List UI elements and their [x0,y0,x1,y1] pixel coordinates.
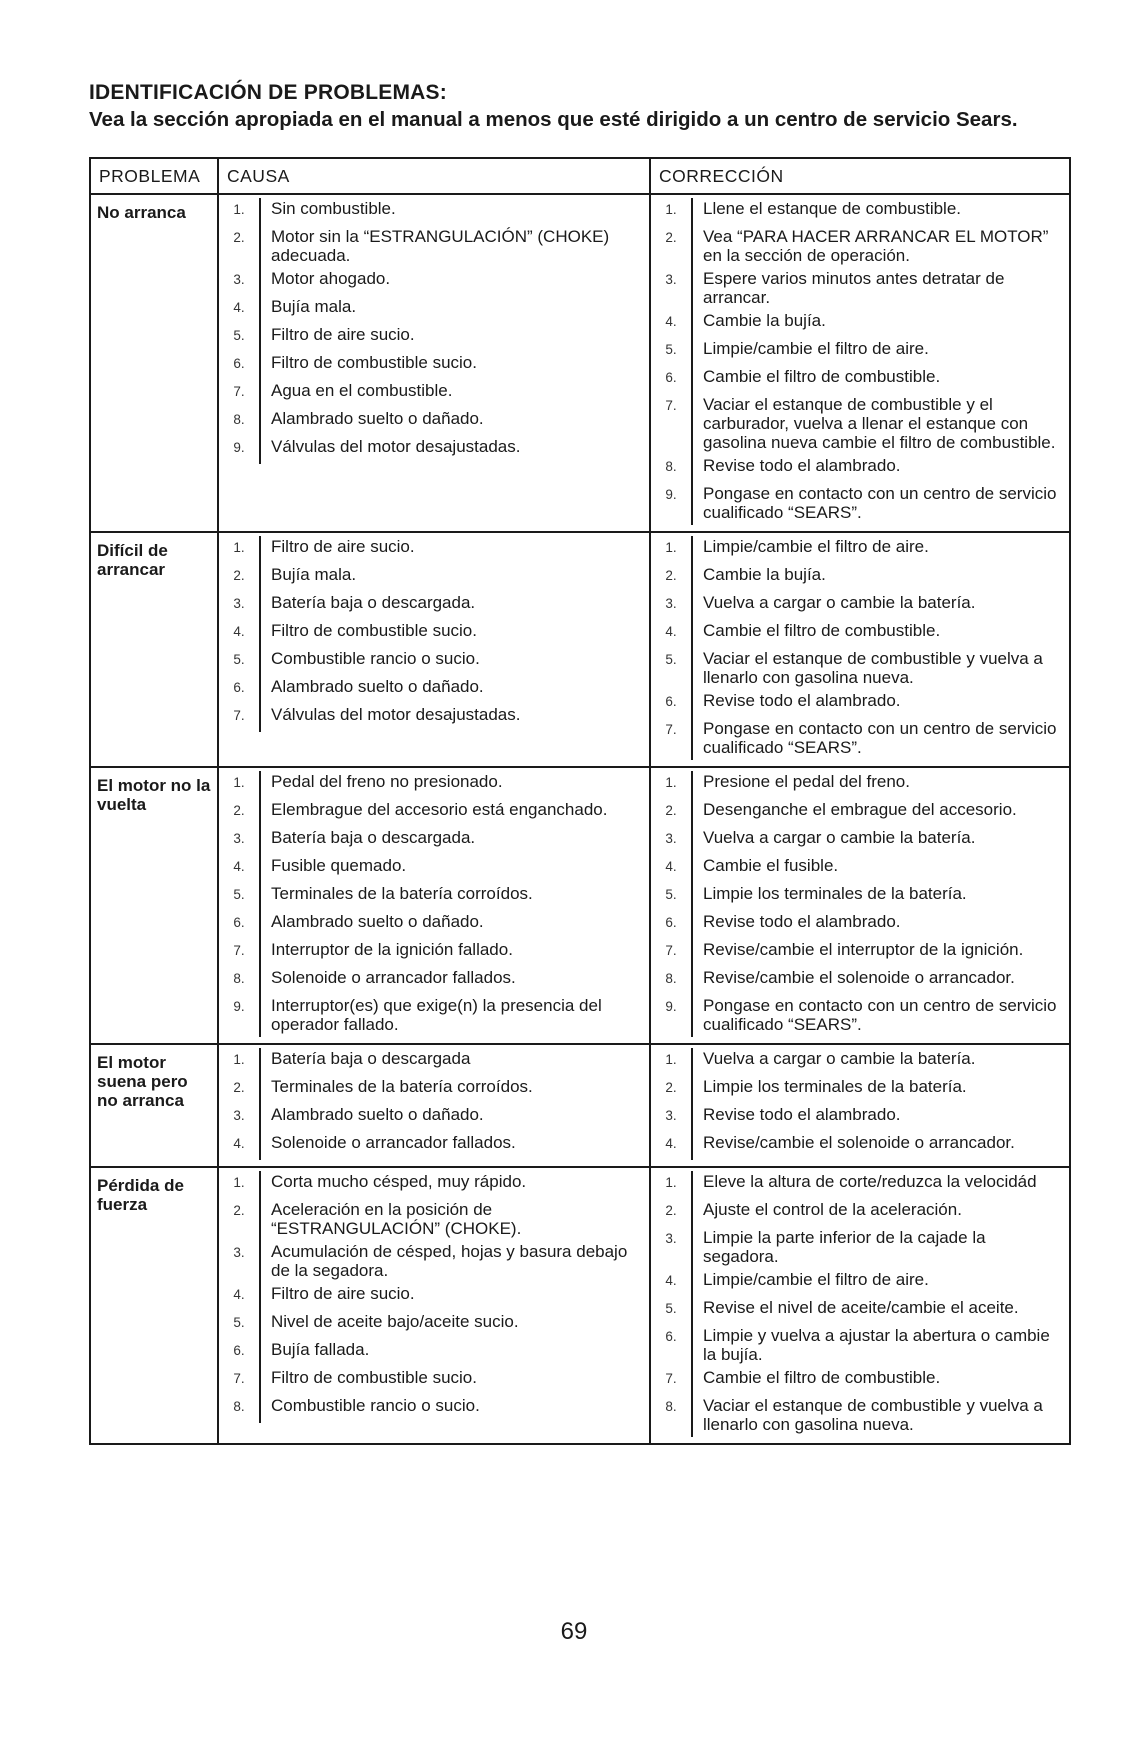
correction-list [651,1048,1069,1160]
item-text: Terminales de la batería corroídos. [271,884,533,903]
item-number: 1. [651,1171,692,1199]
item-number: 4. [651,1269,692,1297]
item-number: 9. [651,995,692,1037]
item-text: Llene el estanque de combustible. [703,199,962,218]
item-text: Solenoide o arrancador fallados. [271,968,516,987]
list-item [651,394,1069,455]
item-number: 7. [651,939,692,967]
item-text: Eleve la altura de corte/reduzca la velocidád [703,1172,1037,1191]
list-item [651,1104,1069,1132]
table-header-row [90,158,1070,194]
item-number: 4. [651,310,692,338]
list-item [651,799,1069,827]
list-item [219,1311,649,1339]
item-number: 4. [651,855,692,883]
list-item [651,1325,1069,1367]
item-text: Batería baja o descargada. [271,593,476,612]
item-text: Combustible rancio o sucio. [271,1396,480,1415]
list-item [651,771,1069,799]
list-item [219,911,649,939]
item-number: 3. [651,1227,692,1269]
cause-list [219,1171,649,1423]
item-number: 5. [219,648,260,676]
item-number: 7. [651,1367,692,1395]
list-item [219,1339,649,1367]
item-text: Pongase en contacto con un centro de servicio cualificado “SEARS”. [703,484,1057,522]
item-number: 3. [651,827,692,855]
list-item [219,592,649,620]
item-text: Fusible quemado. [271,856,407,875]
list-item [651,939,1069,967]
item-text: Alambrado suelto o dañado. [271,912,484,931]
item-number: 5. [651,648,692,690]
item-text: Agua en el combustible. [271,381,453,400]
item-text: Pongase en contacto con un centro de servicio cualificado “SEARS”. [703,996,1057,1034]
list-item [651,536,1069,564]
item-text: Filtro de combustible sucio. [271,353,477,372]
cause-cell [218,532,650,767]
list-item [651,1367,1069,1395]
item-text: Revise/cambie el solenoide o arrancador. [703,968,1015,987]
cause-list [219,198,649,464]
item-text: Bujía mala. [271,565,357,584]
list-item [219,855,649,883]
item-text: Bujía fallada. [271,1340,370,1359]
item-number: 3. [219,827,260,855]
item-number: 9. [219,436,260,464]
item-number: 2. [219,564,260,592]
item-text: Vaciar el estanque de combustible y vuelva a llenarlo con gasolina nueva. [703,1396,1043,1434]
list-item [651,1048,1069,1076]
item-number: 7. [219,939,260,967]
list-item [651,995,1069,1037]
cause-list [219,1048,649,1160]
item-text: Terminales de la batería corroídos. [271,1077,533,1096]
item-number: 4. [651,620,692,648]
list-item [219,296,649,324]
cause-cell [218,767,650,1044]
item-number: 6. [651,366,692,394]
item-number: 9. [219,995,260,1037]
item-number: 1. [219,1171,260,1199]
item-text: Cambie la bujía. [703,565,826,584]
correction-list [651,536,1069,760]
item-text: Vaciar el estanque de combustible y vuelva a llenarlo con gasolina nueva. [703,649,1043,687]
item-number: 1. [651,1048,692,1076]
item-text: Nivel de aceite bajo/aceite sucio. [271,1312,519,1331]
item-number: 3. [219,592,260,620]
cause-list [219,536,649,732]
item-number: 2. [219,799,260,827]
item-text: Motor ahogado. [271,269,391,288]
item-text: Desenganche el embrague del accesorio. [703,800,1017,819]
item-text: Filtro de combustible sucio. [271,621,477,640]
item-text: Alambrado suelto o dañado. [271,677,484,696]
item-text: Válvulas del motor desajustadas. [271,705,521,724]
item-number: 3. [651,1104,692,1132]
item-number: 8. [651,455,692,483]
item-text: Acumulación de césped, hojas y basura debajo de la segadora. [271,1242,628,1280]
table-row [90,1044,1070,1167]
item-number: 4. [219,620,260,648]
table-body [90,194,1070,1444]
list-item [651,338,1069,366]
problem-cell: Difícil de arrancar [90,532,218,767]
item-text: Revise/cambie el solenoide o arrancador. [703,1133,1015,1152]
list-item [651,1132,1069,1160]
item-text: Cambie la bujía. [703,311,826,330]
item-number: 6. [219,352,260,380]
item-text: Filtro de aire sucio. [271,1284,415,1303]
item-text: Limpie/cambie el filtro de aire. [703,537,929,556]
item-text: Cambie el filtro de combustible. [703,367,941,386]
item-number: 3. [651,592,692,620]
list-item [219,799,649,827]
item-text: Revise todo el alambrado. [703,1105,901,1124]
item-number: 6. [651,690,692,718]
list-item [651,483,1069,525]
item-number: 1. [219,1048,260,1076]
cause-list [219,771,649,1037]
list-item [219,408,649,436]
list-item [219,995,649,1037]
item-text: Vaciar el estanque de combustible y el carburador, vuelva a llenar el estanque con gasolina nueva cambie el filtro de combustible. [703,395,1056,452]
item-number: 8. [219,408,260,436]
list-item [219,648,649,676]
page-heading [89,79,1089,133]
item-number: 8. [651,1395,692,1437]
item-text: Limpie/cambie el filtro de aire. [703,1270,929,1289]
item-text: Limpie los terminales de la batería. [703,884,967,903]
item-text: Corta mucho césped, muy rápido. [271,1172,527,1191]
item-number: 7. [651,718,692,760]
item-number: 1. [219,198,260,226]
list-item [219,827,649,855]
correction-cell [650,1044,1070,1167]
item-number: 5. [219,324,260,352]
cause-cell [218,194,650,532]
correction-list [651,771,1069,1037]
list-item [219,268,649,296]
problem-cell: El motor no la vuelta [90,767,218,1044]
item-text: Limpie los terminales de la batería. [703,1077,967,1096]
list-item [651,1199,1069,1227]
list-item [219,1395,649,1423]
item-number: 9. [651,483,692,525]
item-number: 2. [651,1199,692,1227]
list-item [651,1297,1069,1325]
list-item [651,268,1069,310]
correction-list [651,1171,1069,1437]
item-number: 2. [651,799,692,827]
item-text: Pongase en contacto con un centro de servicio cualificado “SEARS”. [703,719,1057,757]
list-item [651,1171,1069,1199]
list-item [651,827,1069,855]
troubleshooting-table [89,157,1071,1445]
table-row [90,1167,1070,1444]
list-item [651,1395,1069,1437]
header-cause: CAUSA [218,158,650,194]
list-item [651,911,1069,939]
item-number: 3. [219,1241,260,1283]
item-number: 1. [219,536,260,564]
table-row [90,194,1070,532]
item-text: Pedal del freno no presionado. [271,772,503,791]
list-item [651,310,1069,338]
list-item [219,324,649,352]
list-item [219,1048,649,1076]
item-number: 3. [219,1104,260,1132]
item-number: 1. [651,536,692,564]
list-item [651,855,1069,883]
list-item [651,620,1069,648]
item-number: 4. [651,1132,692,1160]
item-number: 1. [651,771,692,799]
item-number: 5. [219,883,260,911]
table-row [90,532,1070,767]
item-text: Presione el pedal del freno. [703,772,910,791]
list-item [219,380,649,408]
item-number: 3. [651,268,692,310]
item-number: 4. [219,1132,260,1160]
cause-cell [218,1044,650,1167]
list-item [219,967,649,995]
list-item [651,226,1069,268]
item-number: 2. [219,1076,260,1104]
list-item [651,718,1069,760]
list-item [651,967,1069,995]
list-item [651,883,1069,911]
page-title: IDENTIFICACIÓN DE PROBLEMAS: [89,81,447,104]
list-item [219,352,649,380]
list-item [651,690,1069,718]
item-text: Combustible rancio o sucio. [271,649,480,668]
item-text: Ajuste el control de la aceleración. [703,1200,962,1219]
list-item [651,592,1069,620]
list-item [219,1367,649,1395]
item-text: Válvulas del motor desajustadas. [271,437,521,456]
item-number: 4. [219,855,260,883]
list-item [219,771,649,799]
item-number: 2. [651,226,692,268]
page-subtitle: Vea la sección apropiada en el manual a menos que esté dirigido a un centro de servicio Sears. [89,108,1018,131]
item-number: 5. [651,338,692,366]
item-number: 2. [219,226,260,268]
list-item [651,1269,1069,1297]
item-text: Interruptor(es) que exige(n) la presencia del operador fallado. [271,996,602,1034]
item-text: Filtro de combustible sucio. [271,1368,477,1387]
list-item [651,198,1069,226]
item-text: Interruptor de la ignición fallado. [271,940,513,959]
item-number: 8. [219,967,260,995]
item-number: 1. [219,771,260,799]
item-text: Vuelva a cargar o cambie la batería. [703,828,976,847]
item-number: 4. [219,296,260,324]
item-number: 7. [651,394,692,455]
item-number: 4. [219,1283,260,1311]
item-number: 6. [219,911,260,939]
item-number: 8. [219,1395,260,1423]
list-item [219,1104,649,1132]
list-item [219,198,649,226]
item-number: 5. [651,883,692,911]
item-number: 2. [651,564,692,592]
problem-cell: El motor suena pero no arranca [90,1044,218,1167]
list-item [219,1132,649,1160]
item-number: 6. [651,1325,692,1367]
item-text: Solenoide o arrancador fallados. [271,1133,516,1152]
item-text: Revise el nivel de aceite/cambie el aceite. [703,1298,1019,1317]
item-text: Batería baja o descargada. [271,828,476,847]
list-item [651,564,1069,592]
problem-cell: Pérdida de fuerza [90,1167,218,1444]
item-text: Alambrado suelto o dañado. [271,409,484,428]
item-number: 8. [651,967,692,995]
item-number: 6. [651,911,692,939]
list-item [219,883,649,911]
item-text: Elembrague del accesorio está enganchado. [271,800,608,819]
list-item [651,455,1069,483]
list-item [219,564,649,592]
item-text: Vuelva a cargar o cambie la batería. [703,593,976,612]
item-text: Filtro de aire sucio. [271,537,415,556]
item-number: 2. [219,1199,260,1241]
item-text: Limpie la parte inferior de la cajade la segadora. [703,1228,986,1266]
item-text: Revise todo el alambrado. [703,912,901,931]
list-item [219,939,649,967]
correction-list [651,198,1069,525]
list-item [651,1227,1069,1269]
item-text: Cambie el filtro de combustible. [703,621,941,640]
item-text: Batería baja o descargada [271,1049,471,1068]
item-text: Limpie/cambie el filtro de aire. [703,339,929,358]
item-text: Espere varios minutos antes detratar de arrancar. [703,269,1005,307]
list-item [219,1171,649,1199]
item-text: Motor sin la “ESTRANGULACIÓN” (CHOKE) adecuada. [271,227,610,265]
correction-cell [650,1167,1070,1444]
item-text: Vea “PARA HACER ARRANCAR EL MOTOR” en la sección de operación. [703,227,1049,265]
item-number: 6. [219,676,260,704]
list-item [219,1076,649,1104]
item-text: Bujía mala. [271,297,357,316]
list-item [651,648,1069,690]
table-row [90,767,1070,1044]
header-problem: PROBLEMA [90,158,218,194]
correction-cell [650,767,1070,1044]
item-number: 3. [219,268,260,296]
list-item [219,1241,649,1283]
item-text: Revise/cambie el interruptor de la ignición. [703,940,1024,959]
page-number: 69 [560,1618,588,1645]
item-number: 7. [219,380,260,408]
list-item [651,366,1069,394]
item-number: 7. [219,1367,260,1395]
item-number: 2. [651,1076,692,1104]
list-item [219,436,649,464]
item-number: 5. [219,1311,260,1339]
list-item [219,704,649,732]
list-item [219,620,649,648]
list-item [219,1283,649,1311]
list-item [651,1076,1069,1104]
item-number: 5. [651,1297,692,1325]
header-correction: CORRECCIÓN [650,158,1070,194]
item-text: Cambie el fusible. [703,856,839,875]
item-number: 6. [219,1339,260,1367]
item-text: Revise todo el alambrado. [703,456,901,475]
item-text: Aceleración en la posición de “ESTRANGULACIÓN” (CHOKE). [271,1200,522,1238]
item-number: 1. [651,198,692,226]
item-text: Limpie y vuelva a ajustar la abertura o cambie la bujía. [703,1326,1050,1364]
item-text: Revise todo el alambrado. [703,691,901,710]
item-number: 7. [219,704,260,732]
list-item [219,536,649,564]
problem-cell: No arranca [90,194,218,532]
item-text: Vuelva a cargar o cambie la batería. [703,1049,976,1068]
list-item [219,676,649,704]
list-item [219,1199,649,1241]
correction-cell [650,532,1070,767]
correction-cell [650,194,1070,532]
item-text: Alambrado suelto o dañado. [271,1105,484,1124]
cause-cell [218,1167,650,1444]
item-text: Filtro de aire sucio. [271,325,415,344]
list-item [219,226,649,268]
item-text: Cambie el filtro de combustible. [703,1368,941,1387]
item-text: Sin combustible. [271,199,396,218]
